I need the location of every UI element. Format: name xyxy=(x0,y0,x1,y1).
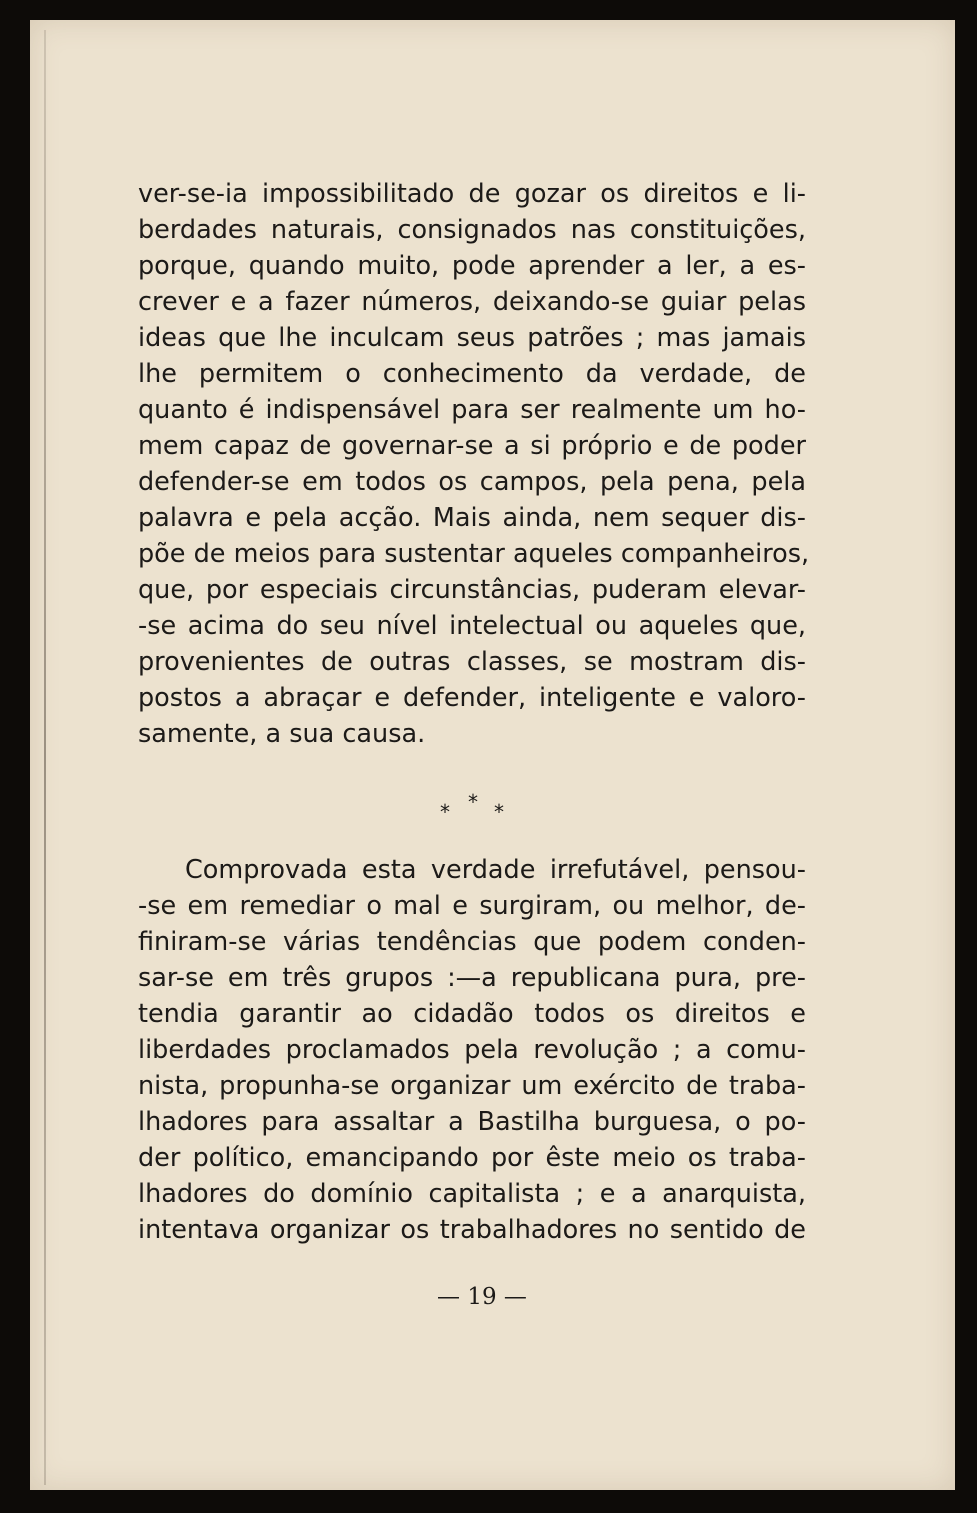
paragraph-line: porque, quando muito, pode aprender a ler, a es- xyxy=(138,251,806,281)
paragraph-line: crever e a fazer números, deixando-se guiar pelas xyxy=(138,287,806,317)
paragraph-line: defender-se em todos os campos, pela pena, pela xyxy=(138,467,806,497)
asterisk-mark: * xyxy=(494,800,504,824)
paragraph-line: tendia garantir ao cidadão todos os direitos e xyxy=(138,999,806,1029)
paragraph-line: ideas que lhe inculcam seus patrões ; mas jamais xyxy=(138,323,806,353)
paragraph-line: postos a abraçar e defender, inteligente e valoro- xyxy=(138,683,806,713)
page-gutter-edge xyxy=(44,30,46,1485)
paragraph-line: finiram-se várias tendências que podem conden- xyxy=(138,927,806,957)
section-separator-asterisks xyxy=(440,788,520,828)
asterisk-mark: * xyxy=(468,790,478,814)
paragraph-line: samente, a sua causa. xyxy=(138,719,426,749)
paragraph-2 xyxy=(138,852,806,1248)
paragraph-line: lhadores para assaltar a Bastilha burguesa, o po- xyxy=(138,1107,806,1137)
asterisk-mark: * xyxy=(440,800,450,824)
paragraph-line: lhe permitem o conhecimento da verdade, de xyxy=(138,359,806,389)
paragraph-line: provenientes de outras classes, se mostram dis- xyxy=(138,647,806,677)
page-number: — 19 — xyxy=(437,1284,527,1310)
paragraph-line: der político, emancipando por êste meio os traba- xyxy=(138,1143,806,1173)
paragraph-line: Comprovada esta verdade irrefutável, pensou- xyxy=(185,855,806,885)
paragraph-line: que, por especiais circunstâncias, puderam elevar- xyxy=(138,575,806,605)
paragraph-line: nista, propunha-se organizar um exército de traba- xyxy=(138,1071,806,1101)
book-page xyxy=(30,20,955,1490)
paragraph-1 xyxy=(138,176,810,752)
paragraph-line: sar-se em três grupos :—a republicana pura, pre- xyxy=(138,963,806,993)
paragraph-line: liberdades proclamados pela revolução ; a comu- xyxy=(138,1035,806,1065)
paragraph-line: lhadores do domínio capitalista ; e a anarquista, xyxy=(138,1179,806,1209)
paragraph-line: mem capaz de governar-se a si próprio e de poder xyxy=(138,431,806,461)
paragraph-line: berdades naturais, consignados nas constituições, xyxy=(138,215,806,245)
paragraph-line: quanto é indispensável para ser realmente um ho- xyxy=(138,395,806,425)
paragraph-line: -se acima do seu nível intelectual ou aqueles que, xyxy=(138,611,806,641)
paragraph-line: -se em remediar o mal e surgiram, ou melhor, de- xyxy=(138,891,806,921)
paragraph-line: põe de meios para sustentar aqueles companheiros, xyxy=(138,539,810,569)
paragraph-line: palavra e pela acção. Mais ainda, nem sequer dis- xyxy=(138,503,806,533)
paragraph-line: ver-se-ia impossibilitado de gozar os direitos e li- xyxy=(138,179,806,209)
paragraph-line: intentava organizar os trabalhadores no sentido de xyxy=(138,1215,806,1245)
